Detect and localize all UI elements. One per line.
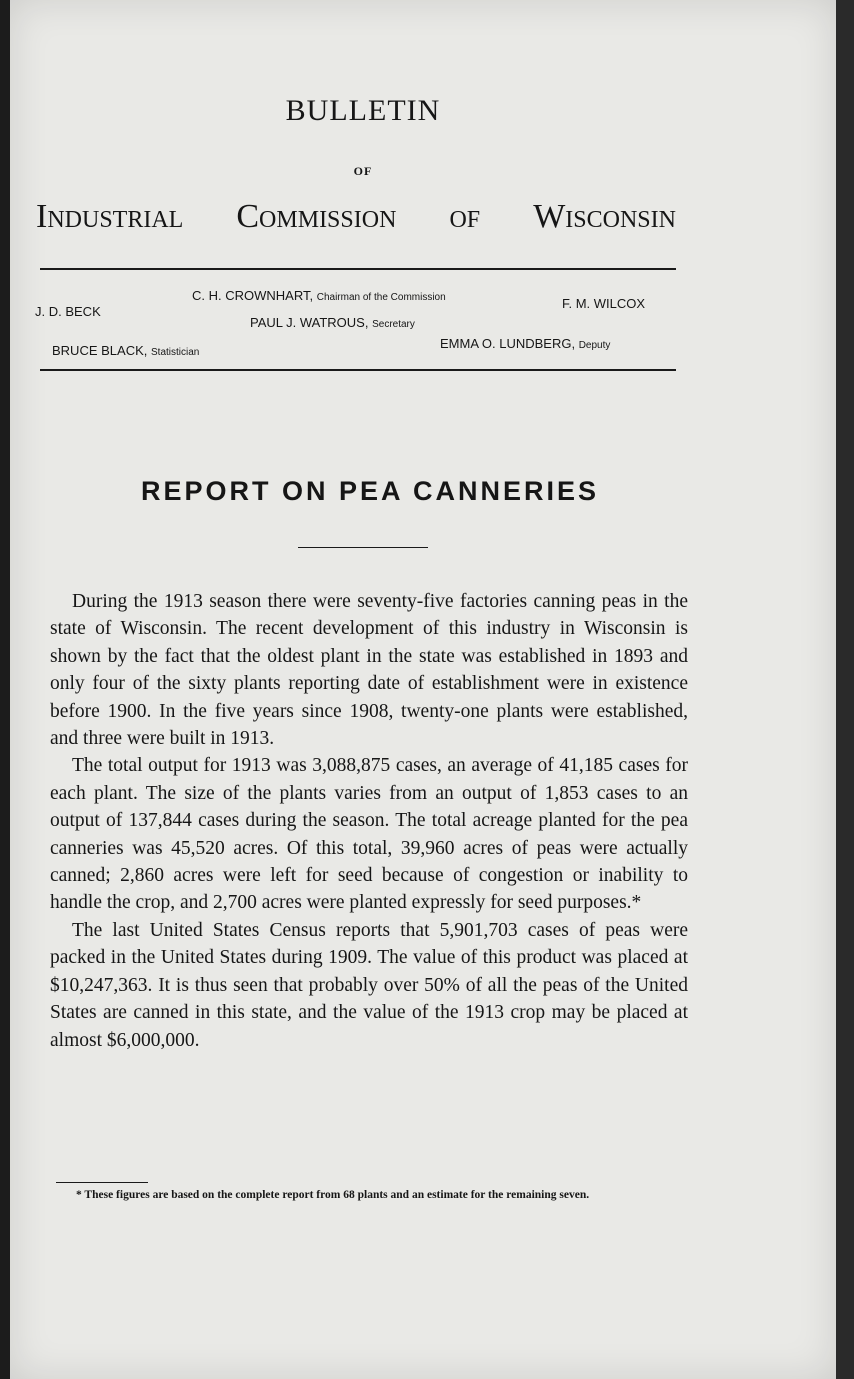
paragraph-3: The last United States Census reports that 5,901,703 cases of peas were packed in the United States during 1909. The value of this product was placed at $10,247,363. It is thus seen that probably over 50% of all the peas of the United States are canned in this state, and the value of the 1913 crop may be placed at almost $6,000,000. xyxy=(50,919,688,1051)
lundberg-title: Deputy xyxy=(578,340,611,351)
report-body xyxy=(50,588,688,1054)
footnote-rule xyxy=(56,1182,148,1183)
commission-word-wisconsin: Wisconsin xyxy=(533,198,676,235)
staff-watrous xyxy=(250,315,415,330)
paragraph-2: The total output for 1913 was 3,088,875 cases, an average of 41,185 cases for each plant. The size of the plants varies from an output of 1,853 cases to an output of 137,844 cases during the season. The total acreage planted for the pea canneries was 45,520 acres. Of this total, 39,960 acres of peas were actually canned; 2,860 acres were left for seed because of congestion or inability to handle the crop, and 2,700 acres were planted expressly for seed purposes.* xyxy=(50,755,688,914)
bulletin-title: BULLETIN xyxy=(285,94,441,127)
commission-word-commission: Commission xyxy=(236,198,397,235)
document-page xyxy=(10,0,836,1379)
commission-title xyxy=(36,198,676,236)
black-name: BRUCE BLACK, xyxy=(52,343,148,358)
watrous-title: Secretary xyxy=(372,319,415,330)
staff-beck: J. D. BECK xyxy=(35,304,101,319)
staff-black xyxy=(52,343,199,358)
title-rule xyxy=(298,547,428,548)
header-rule-top xyxy=(40,268,676,270)
lundberg-name: EMMA O. LUNDBERG, xyxy=(440,336,576,351)
commission-word-industrial: Industrial xyxy=(36,198,184,235)
staff-wilcox: F. M. WILCOX xyxy=(562,296,646,311)
of-label: OF xyxy=(353,164,373,178)
staff-crownhart xyxy=(192,288,446,303)
staff-lundberg xyxy=(440,336,610,351)
report-title: REPORT ON PEA CANNERIES xyxy=(140,476,600,506)
commission-word-of: of xyxy=(449,198,481,235)
crownhart-title: Chairman of the Commission xyxy=(316,292,446,303)
crownhart-name: C. H. CROWNHART, xyxy=(192,288,314,303)
header-rule-bottom xyxy=(40,369,676,371)
paragraph-1: During the 1913 season there were seventy-five factories canning peas in the state of Wisconsin. The recent development of this industry in Wisconsin is shown by the fact that the oldest plant in the state was established in 1893 and only four of the sixty plants reporting date of establishment were in existence before 1900. In the five years since 1908, twenty-one plants were established, and three were built in 1913. xyxy=(50,591,688,750)
page-edge xyxy=(836,0,854,1379)
footnote: * These figures are based on the complete report from 68 plants and an estimate for the remaining seven. xyxy=(76,1189,590,1201)
watrous-name: PAUL J. WATROUS, xyxy=(250,315,369,330)
black-title: Statistician xyxy=(151,347,200,358)
